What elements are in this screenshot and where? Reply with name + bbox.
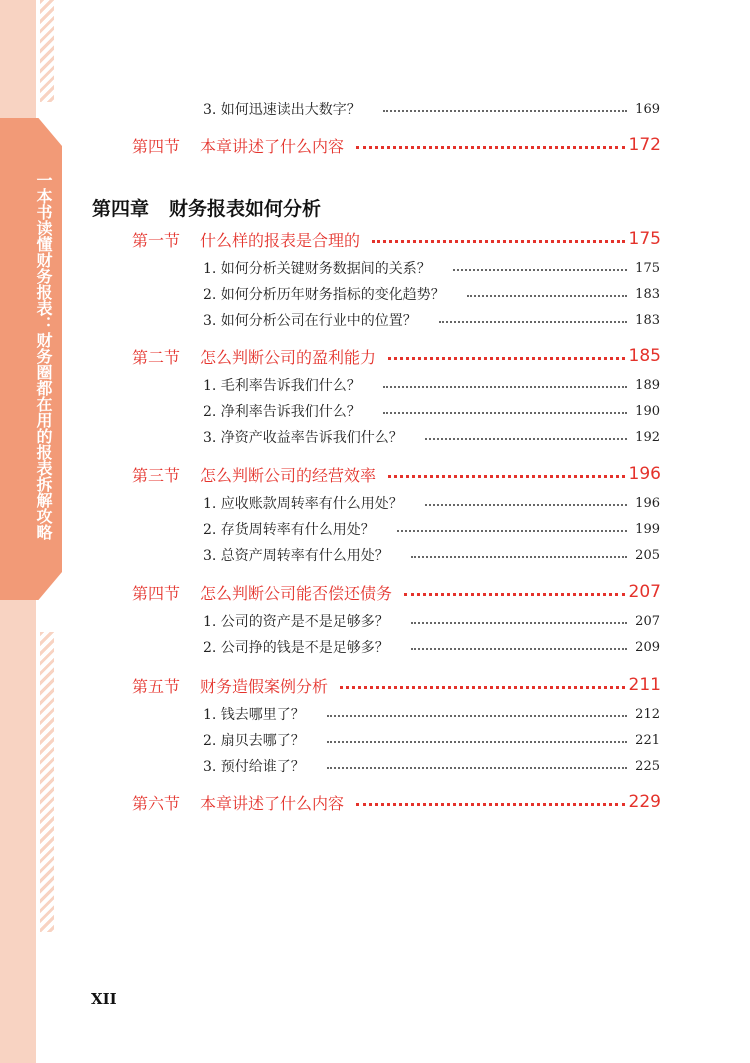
- toc-section[interactable]: [132, 227, 661, 251]
- section-page: 229: [628, 792, 661, 812]
- toc-item[interactable]: [203, 704, 660, 724]
- section-page: 175: [628, 229, 661, 249]
- dot-leader: [340, 686, 625, 689]
- toc-item-label: 2. 扇贝去哪了？: [203, 733, 305, 749]
- sidebar-hatch-bottom: [40, 632, 54, 932]
- dot-leader: [404, 593, 625, 596]
- toc-item[interactable]: [203, 519, 660, 539]
- toc-item-label: 1. 如何分析关键财务数据间的关系？: [203, 261, 431, 277]
- toc-item[interactable]: [203, 427, 660, 447]
- dot-leader: [372, 240, 625, 243]
- dot-leader: [397, 530, 627, 532]
- dot-leader: [439, 321, 627, 323]
- dot-leader: [327, 741, 627, 743]
- section-title: 怎么判断公司的盈利能力: [200, 347, 377, 367]
- toc-item-label: 1. 公司的资产是不是足够多？: [203, 614, 389, 630]
- toc-item[interactable]: [203, 284, 660, 304]
- toc-item-page: 175: [635, 260, 660, 276]
- section-title: 怎么判断公司的经营效率: [200, 465, 377, 485]
- toc-item-page: 183: [635, 286, 660, 302]
- section-number: 第六节: [132, 793, 181, 813]
- dot-leader: [383, 386, 627, 388]
- toc-item[interactable]: [203, 730, 660, 750]
- toc-item-page: 183: [635, 312, 660, 328]
- toc-item-label: 2. 公司挣的钱是不是足够多？: [203, 640, 389, 656]
- section-number: 第四节: [132, 583, 181, 603]
- section-number: 第一节: [132, 230, 181, 250]
- toc-item-label: 1. 应收账款周转率有什么用处？: [203, 496, 403, 512]
- dot-leader: [388, 357, 625, 360]
- dot-leader: [388, 475, 625, 478]
- section-number: 第二节: [132, 347, 181, 367]
- toc-section[interactable]: [132, 580, 661, 604]
- toc-item-page: 225: [635, 758, 660, 774]
- toc-item-page: 212: [635, 706, 660, 722]
- dot-leader: [383, 110, 627, 112]
- toc-item[interactable]: [203, 99, 660, 119]
- toc-item-label: 3. 如何分析公司在行业中的位置？: [203, 313, 417, 329]
- section-title: 什么样的报表是合理的: [200, 230, 361, 250]
- sidebar-hatch-top: [40, 0, 54, 102]
- toc-item-page: 199: [635, 521, 660, 537]
- dot-leader: [453, 269, 627, 271]
- section-number: 第五节: [132, 676, 181, 696]
- dot-leader: [467, 295, 627, 297]
- toc-item[interactable]: [203, 493, 660, 513]
- section-title: 本章讲述了什么内容: [200, 136, 345, 156]
- toc-section[interactable]: [132, 133, 661, 157]
- toc-item-page: 196: [635, 495, 660, 511]
- section-page: 211: [628, 675, 661, 695]
- section-page: 207: [628, 582, 661, 602]
- dot-leader: [425, 438, 627, 440]
- toc-section[interactable]: [132, 344, 661, 368]
- toc-item[interactable]: [203, 611, 660, 631]
- dot-leader: [356, 803, 625, 806]
- section-title: 本章讲述了什么内容: [200, 793, 345, 813]
- chapter-heading[interactable]: [92, 193, 321, 221]
- section-page: 196: [628, 464, 661, 484]
- section-page: 172: [628, 135, 661, 155]
- toc-item-page: 221: [635, 732, 660, 748]
- section-page: 185: [628, 346, 661, 366]
- chapter-number: 第四章: [92, 197, 150, 220]
- toc-item-label: 3. 预付给谁了？: [203, 759, 305, 775]
- toc-item-page: 190: [635, 403, 660, 419]
- chapter-title: 财务报表如何分析: [169, 197, 322, 220]
- toc-item-page: 169: [635, 101, 660, 117]
- toc-item[interactable]: [203, 545, 660, 565]
- toc-item-page: 207: [635, 613, 660, 629]
- dot-leader: [356, 146, 625, 149]
- dot-leader: [411, 556, 627, 558]
- book-title-vertical: 一本书读懂财务报表：财务圈都在用的报表拆解攻略: [34, 172, 53, 540]
- dot-leader: [425, 504, 627, 506]
- toc-section[interactable]: [132, 673, 661, 697]
- toc-item[interactable]: [203, 375, 660, 395]
- page-folio: XII: [91, 990, 117, 1008]
- section-number: 第三节: [132, 465, 181, 485]
- toc-item-page: 209: [635, 639, 660, 655]
- toc-item-label: 1. 钱去哪里了？: [203, 707, 305, 723]
- toc-item-label: 3. 如何迅速读出大数字？: [203, 102, 361, 118]
- toc-item-label: 3. 总资产周转率有什么用处？: [203, 548, 389, 564]
- toc-item[interactable]: [203, 258, 660, 278]
- toc-item-label: 2. 如何分析历年财务指标的变化趋势？: [203, 287, 445, 303]
- section-number: 第四节: [132, 136, 181, 156]
- toc-item[interactable]: [203, 401, 660, 421]
- toc-item-page: 192: [635, 429, 660, 445]
- toc-item-label: 3. 净资产收益率告诉我们什么？: [203, 430, 403, 446]
- toc-item[interactable]: [203, 637, 660, 657]
- toc-item-label: 1. 毛利率告诉我们什么？: [203, 378, 361, 394]
- dot-leader: [411, 648, 627, 650]
- section-title: 怎么判断公司能否偿还债务: [200, 583, 393, 603]
- dot-leader: [411, 622, 627, 624]
- toc-item-page: 189: [635, 377, 660, 393]
- section-title: 财务造假案例分析: [200, 676, 329, 696]
- dot-leader: [383, 412, 627, 414]
- dot-leader: [327, 715, 627, 717]
- toc-item[interactable]: [203, 310, 660, 330]
- toc-item-label: 2. 存货周转率有什么用处？: [203, 522, 375, 538]
- toc-section[interactable]: [132, 790, 661, 814]
- toc-section[interactable]: [132, 462, 661, 486]
- toc-item-page: 205: [635, 547, 660, 563]
- dot-leader: [327, 767, 627, 769]
- toc-item-label: 2. 净利率告诉我们什么？: [203, 404, 361, 420]
- toc-item[interactable]: [203, 756, 660, 776]
